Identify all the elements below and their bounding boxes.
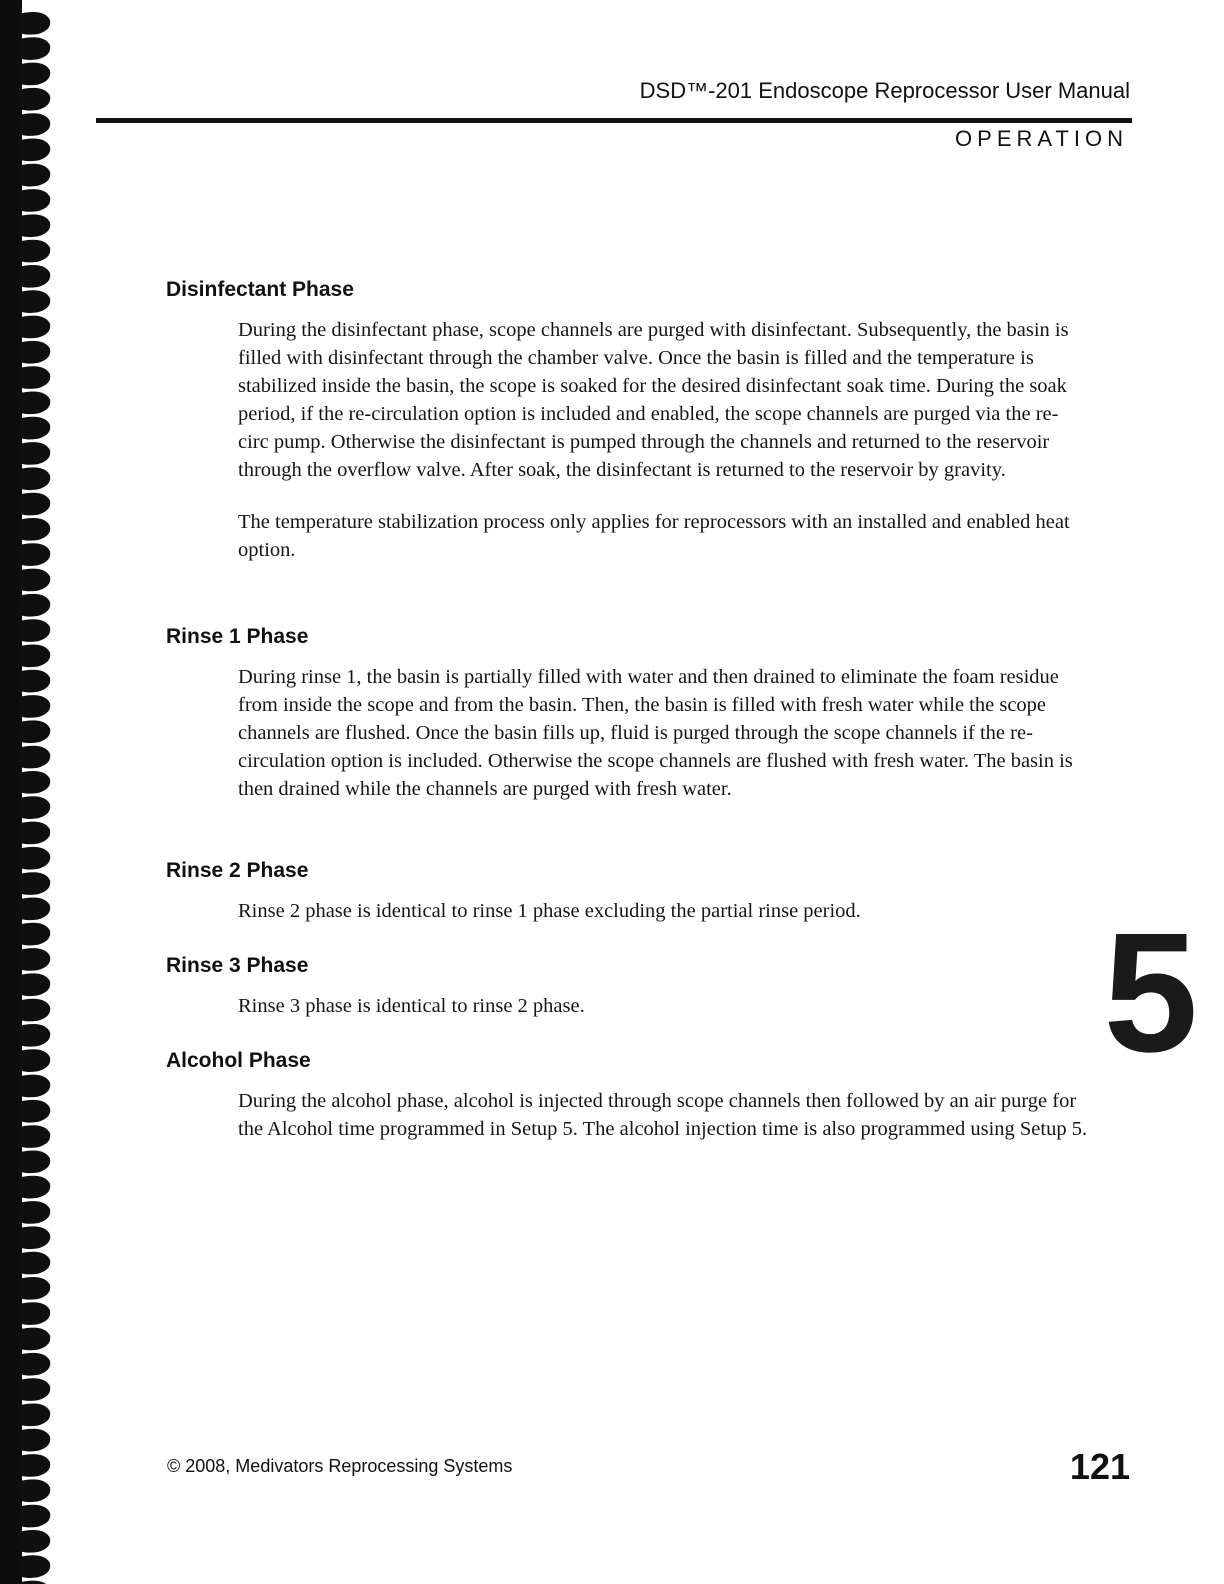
binding-hole [18,771,50,794]
binding-hole [18,543,50,566]
section-paragraph: Rinse 2 phase is identical to rinse 1 phase excluding the partial rinse period. [238,900,861,922]
binding-hole [18,1151,50,1174]
binding-hole [18,594,50,617]
spiral-binding-holes [0,0,70,1584]
section-heading: Rinse 2 Phase [166,859,309,882]
section-rinse-3-phase [166,953,1086,1020]
binding-hole [18,290,50,313]
section-paragraph: During rinse 1, the basin is partially filled with water and then drained to eliminate the foam residue from inside the scope and from the basin. Then, the basin is filled with fresh water while the scope channels are flushed. Once the basin fills up, fluid is purged through the scope channels if the re-circulation option is included. Otherwise the scope channels are flushed with fresh water. The basin is then drained while the channels are purged with fresh water. [238,666,1073,800]
binding-hole [18,37,50,60]
section-heading: Rinse 1 Phase [166,625,309,648]
binding-hole [18,1277,50,1300]
manual-title: DSD™-201 Endoscope Reprocessor User Manual [639,78,1130,103]
binding-hole [18,1581,50,1584]
binding-hole [18,948,50,971]
binding-hole [18,1378,50,1401]
binding-hole [18,442,50,465]
binding-hole [18,1226,50,1249]
binding-hole [18,518,50,541]
binding-hole [18,265,50,288]
binding-hole [18,493,50,516]
binding-hole [18,12,50,35]
binding-hole [18,1125,50,1148]
binding-hole [18,1075,50,1098]
binding-hole [18,695,50,718]
binding-hole [18,1201,50,1224]
binding-hole [18,569,50,592]
binding-hole [18,973,50,996]
chapter-name: OPERATION [955,126,1128,151]
section-paragraph: The temperature stabilization process only applies for reprocessors with an installed and enabled heat option. [238,511,1070,561]
binding-hole [18,923,50,946]
binding-hole [18,366,50,389]
section-paragraph: During the disinfectant phase, scope channels are purged with disinfectant. Subsequently, the basin is filled with disinfectant through the chamber valve. Once the basin is filled and the temperature is stabilized inside the basin, the scope is soaked for the desired disinfectant soak time. During the soak period, if the re-circulation option is included and enabled, the scope channels are purged via the re-circ pump. Otherwise the disinfectant is pumped through the channels and returned to the reservoir through the overflow valve. After soak, the disinfectant is returned to the reservoir by gravity. [238,319,1069,481]
binding-hole [18,1555,50,1578]
section-rinse-1-phase [166,624,1086,803]
binding-hole [18,619,50,642]
section-heading: Disinfectant Phase [166,278,354,301]
binding-hole [18,189,50,212]
binding-hole [18,1404,50,1427]
binding-hole [18,999,50,1022]
binding-hole [18,417,50,440]
binding-hole [18,214,50,237]
binding-hole [18,746,50,769]
binding-hole [18,847,50,870]
binding-hole [18,1302,50,1325]
binding-hole [18,1100,50,1123]
section-paragraph: Rinse 3 phase is identical to rinse 2 phase. [238,995,585,1017]
binding-hole [18,1530,50,1553]
binding-hole [18,240,50,263]
binding-hole [18,670,50,693]
binding-hole [18,1479,50,1502]
binding-hole [18,1353,50,1376]
binding-hole [18,1505,50,1528]
binding-hole [18,872,50,895]
binding-hole [18,898,50,921]
binding-hole [18,139,50,162]
binding-hole [18,1049,50,1072]
section-disinfectant-phase [166,277,1086,564]
binding-hole [18,63,50,86]
binding-hole [18,822,50,845]
binding-hole [18,796,50,819]
binding-hole [18,164,50,187]
binding-hole [18,467,50,490]
binding-hole [18,1024,50,1047]
binding-hole [18,1328,50,1351]
binding-hole [18,1429,50,1452]
section-paragraph: During the alcohol phase, alcohol is injected through scope channels then followed by an air purge for the Alcohol time programmed in Setup 5. The alcohol injection time is also programmed using Setup 5. [238,1090,1088,1140]
binding-hole [18,392,50,415]
section-alcohol-phase [166,1048,1086,1143]
binding-hole [18,1176,50,1199]
binding-hole [18,645,50,668]
binding-hole [18,341,50,364]
binding-hole [18,113,50,136]
section-heading: Rinse 3 Phase [166,954,309,977]
binding-hole [18,1252,50,1275]
binding-hole [18,316,50,339]
copyright-notice: © 2008, Medivators Reprocessing Systems [167,1456,513,1476]
header-rule [96,118,1132,123]
section-rinse-2-phase [166,858,1086,925]
page-number: 121 [1069,1446,1130,1487]
binding-hole [18,1454,50,1477]
binding-hole [18,720,50,743]
chapter-tab-number: 5 [1103,898,1198,1088]
section-heading: Alcohol Phase [166,1049,311,1072]
binding-hole [18,88,50,111]
